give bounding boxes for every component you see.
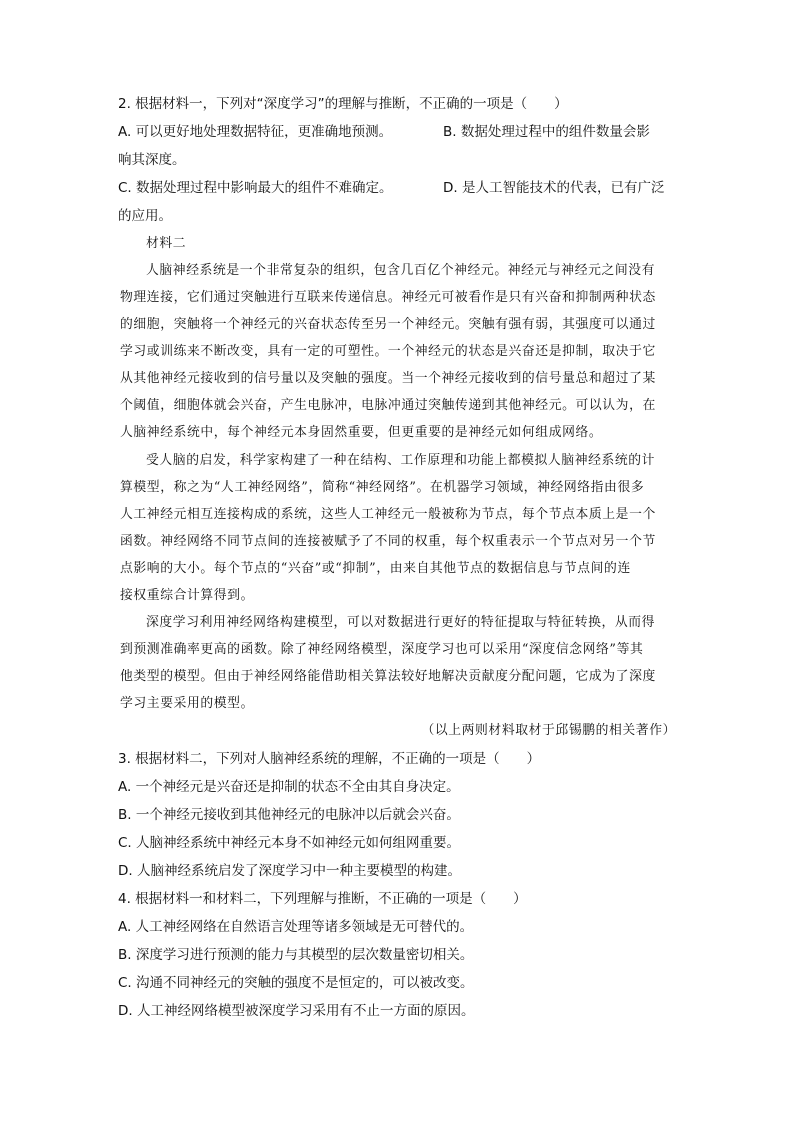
question-2-option-b: B. 数据处理过程中的组件数量会影: [443, 124, 650, 140]
question-2-option-d-continued: 的应用。: [118, 208, 172, 224]
paragraph-2-line: 点影响的大小。每个节点的“兴奋”或“抑制”，由来自其他节点的数据信息与节点间的连: [120, 561, 631, 576]
question-4-option-d: D. 人工神经网络模型被深度学习采用有不止一方面的原因。: [118, 1003, 475, 1019]
question-4-option-c: C. 沟通不同神经元的突触的强度不是恒定的，可以被改变。: [118, 975, 474, 991]
paragraph-2-line: 函数。神经网络不同节点间的连接被赋予了不同的权重，每个权重表示一个节点对另一个节: [120, 534, 656, 549]
paragraph-3-line: 深度学习利用神经网络构建模型，可以对数据进行更好的特征提取与特征转换，从而得: [146, 615, 656, 630]
question-4-stem: 4. 根据材料一和材料二，下列理解与推断，不正确的一项是（ ）: [118, 891, 527, 907]
paragraph-1-line: 人脑神经系统中，每个神经元本身固然重要，但更重要的是神经元如何组成网络。: [120, 425, 603, 440]
question-3-option-c: C. 人脑神经系统中神经元本身不如神经元如何组网重要。: [118, 835, 461, 851]
paragraph-1-line: 人脑神经系统是一个非常复杂的组织，包含几百亿个神经元。神经元与神经元之间没有: [146, 263, 656, 278]
question-4-option-a: A. 人工神经网络在自然语言处理等诸多领域是无可替代的。: [118, 919, 474, 935]
paragraph-2-line: 算模型，称之为“人工神经网络”，简称“神经网络”。在机器学习领域，神经网络指由很多: [120, 480, 645, 495]
paragraph-1-line: 物理连接，它们通过突触进行互联来传递信息。神经元可被看作是只有兴奋和抑制两种状态: [120, 290, 656, 305]
question-3-stem: 3. 根据材料二，下列对人脑神经系统的理解，不正确的一项是（ ）: [118, 751, 541, 767]
material-2-heading: 材料二: [146, 236, 187, 251]
question-2-stem: 2. 根据材料一，下列对“深度学习”的理解与推断，不正确的一项是（ ）: [118, 96, 568, 112]
paragraph-2-line: 受人脑的启发，科学家构建了一种在结构、工作原理和功能上都模拟人脑神经系统的计: [146, 453, 656, 468]
paragraph-2-line: 接权重综合计算得到。: [120, 588, 254, 603]
question-2-option-b-continued: 响其深度。: [118, 152, 186, 168]
question-3-option-a: A. 一个神经元是兴奋还是抑制的状态不全由其自身决定。: [118, 779, 460, 795]
question-2-option-a: A. 可以更好地处理数据特征，更准确地预测。: [118, 124, 393, 140]
paragraph-3-line: 到预测准确率更高的函数。除了神经网络模型，深度学习也可以采用“深度信念网络”等其: [120, 642, 644, 657]
paragraph-3-line: 他类型的模型。但由于神经网络能借助相关算法较好地解决贡献度分配问题，它成为了深度: [120, 669, 656, 684]
question-4-option-b: B. 深度学习进行预测的能力与其模型的层次数量密切相关。: [118, 947, 474, 963]
question-2-option-d: D. 是人工智能技术的代表，已有广泛: [443, 180, 665, 196]
paragraph-1-line: 个阈值，细胞体就会兴奋，产生电脉冲，电脉冲通过突触传递到其他神经元。可以认为，在: [120, 398, 656, 413]
paragraph-3-line: 学习主要采用的模型。: [120, 696, 254, 711]
paragraph-2-line: 人工神经元相互连接构成的系统，这些人工神经元一般被称为节点，每个节点本质上是一个: [120, 507, 656, 522]
question-2-option-c: C. 数据处理过程中影响最大的组件不难确定。: [118, 180, 393, 196]
paragraph-1-line: 从其他神经元接收到的信号量以及突触的强度。当一个神经元接收到的信号量总和超过了某: [120, 371, 656, 386]
question-3-option-d: D. 人脑神经系统启发了深度学习中一种主要模型的构建。: [118, 863, 461, 879]
question-3-option-b: B. 一个神经元接收到其他神经元的电脉冲以后就会兴奋。: [118, 807, 460, 823]
paragraph-1-line: 的细胞，突触将一个神经元的兴奋状态传至另一个神经元。突触有强有弱，其强度可以通过: [120, 317, 656, 332]
source-attribution: （以上两则材料取材于邱锡鹏的相关著作）: [421, 723, 676, 738]
paragraph-1-line: 学习或训练来不断改变，具有一定的可塑性。一个神经元的状态是兴奋还是抑制，取决于它: [120, 344, 656, 359]
